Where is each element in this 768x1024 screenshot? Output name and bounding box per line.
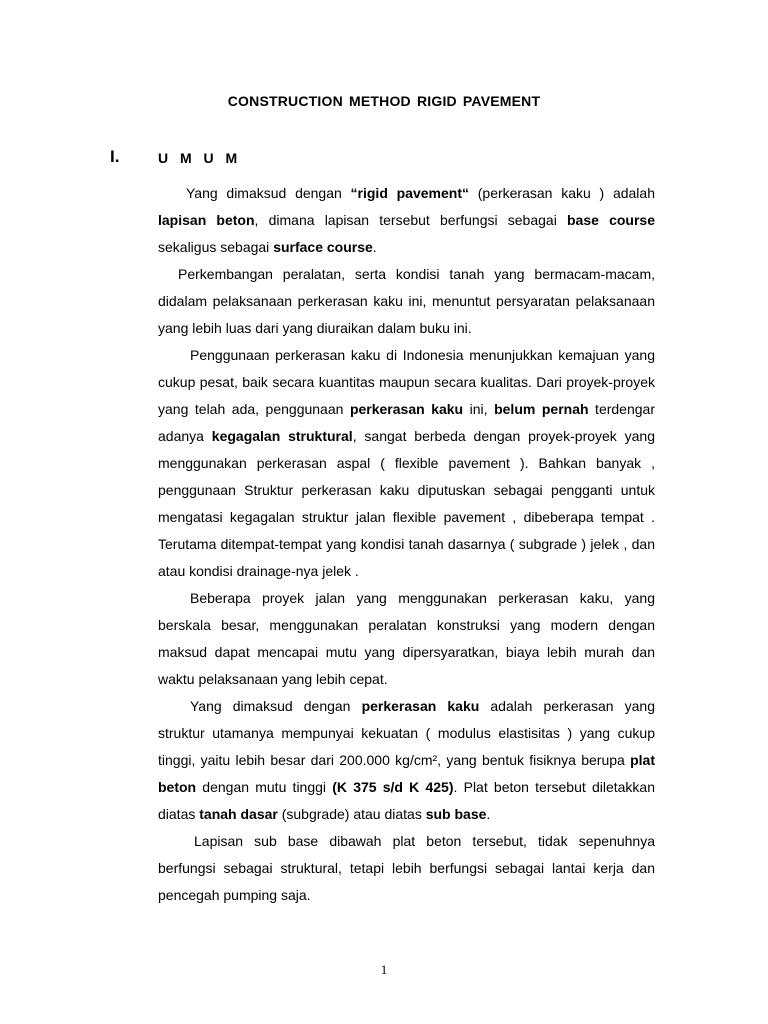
section-label: U M U M bbox=[158, 150, 242, 166]
paragraph bbox=[158, 585, 655, 693]
text-segment: Yang dimaksud dengan bbox=[186, 185, 351, 201]
bold-phrase: (K 375 s/d K 425) bbox=[332, 779, 454, 795]
text-segment: , sangat berbeda dengan proyek-proyek yang menggunakan perkerasan aspal ( flexible pavement ). Bahkan banyak , penggunaan Struktur perkerasan kaku diputuskan sebagai pengganti untuk mengatasi kegagalan struktur jalan flexible pavement , dibeberapa tempat . Terutama ditempat-tempat yang kondisi tanah dasarnya ( subgrade ) jelek , dan atau kondisi drainage-nya jelek . bbox=[158, 428, 656, 579]
bold-phrase: plat beton bbox=[158, 752, 655, 795]
text-segment: Lapisan sub base dibawah plat beton tersebut, tidak sepenuhnya berfungsi sebagai struktural, tetapi lebih berfungsi sebagai lantai kerja dan pencegah pumping saja. bbox=[158, 833, 655, 903]
paragraph bbox=[158, 693, 655, 828]
section-number: I. bbox=[110, 147, 120, 166]
text-segment: (perkerasan kaku ) adalah bbox=[469, 185, 655, 201]
paragraph bbox=[158, 180, 655, 261]
text-segment: (subgrade) atau diatas bbox=[277, 806, 426, 822]
bold-phrase: tanah dasar bbox=[199, 806, 278, 822]
text-segment: ini, bbox=[463, 401, 495, 417]
text-segment: , dimana lapisan tersebut berfungsi sebagai bbox=[254, 212, 567, 228]
bold-phrase: kegagalan struktural bbox=[211, 428, 353, 444]
text-segment: Yang dimaksud dengan bbox=[190, 698, 362, 714]
bold-phrase: perkerasan kaku bbox=[349, 401, 464, 417]
text-segment: dengan mutu tinggi bbox=[196, 779, 333, 795]
text-segment: . bbox=[372, 239, 377, 255]
bold-phrase: belum pernah bbox=[494, 401, 589, 417]
bold-phrase: lapisan beton bbox=[158, 212, 255, 228]
body-text bbox=[158, 180, 655, 909]
text-segment: Perkembangan peralatan, serta kondisi tanah yang bermacam-macam, didalam pelaksanaan perkerasan kaku ini, menuntut persyaratan pelaksanaan yang lebih luas dari yang diuraikan dalam buku ini. bbox=[158, 266, 655, 336]
page-number: 1 bbox=[380, 962, 388, 977]
text-segment: . bbox=[486, 806, 491, 822]
bold-phrase: surface course bbox=[273, 239, 373, 255]
bold-phrase: perkerasan kaku bbox=[361, 698, 480, 714]
paragraph bbox=[158, 342, 655, 585]
text-segment: Beberapa proyek jalan yang menggunakan perkerasan kaku, yang berskala besar, menggunakan peralatan konstruksi yang modern dengan maksud dapat mencapai mutu yang dipersyaratkan, biaya lebih murah dan waktu pelaksanaan yang lebih cepat. bbox=[158, 590, 655, 687]
paragraph bbox=[158, 828, 655, 909]
bold-phrase: base course bbox=[567, 212, 655, 228]
text-segment: sekaligus sebagai bbox=[158, 239, 274, 255]
text-segment: terdengar adanya bbox=[158, 401, 655, 444]
document-title: CONSTRUCTION METHOD RIGID PAVEMENT bbox=[227, 93, 541, 109]
bold-phrase: “rigid pavement“ bbox=[350, 185, 469, 201]
section-heading bbox=[110, 147, 670, 171]
bold-phrase: sub base bbox=[425, 806, 487, 822]
text-segment: adalah perkerasan yang struktur utamanya mempunyai kekuatan ( modulus elastisitas ) yang cukup tinggi, yaitu lebih besar dari 200.000 kg/cm², yang bentuk fisiknya berupa bbox=[158, 698, 655, 768]
paragraph bbox=[158, 261, 655, 342]
text-segment: . Plat beton tersebut diletakkan diatas bbox=[158, 779, 655, 822]
text-segment: Penggunaan perkerasan kaku di Indonesia menunjukkan kemajuan yang cukup pesat, baik secara kuantitas maupun secara kualitas. Dari proyek-proyek yang telah ada, penggunaan bbox=[158, 347, 655, 417]
